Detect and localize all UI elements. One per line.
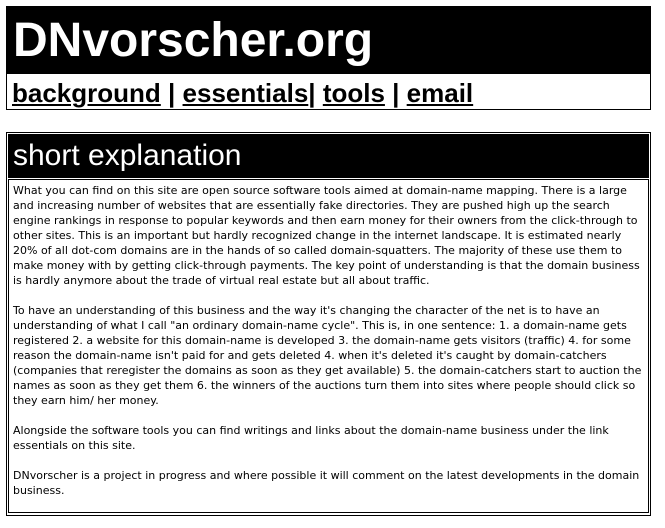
content-panel [6, 132, 651, 516]
nav-separator: | [168, 78, 176, 108]
paragraph: Alongside the software tools you can find writings and links about the domain-name business under the link essentials on this site. [13, 424, 609, 452]
nav-link-email[interactable]: email [406, 78, 474, 108]
nav-link-background[interactable]: background [12, 78, 161, 108]
nav-link-essentials[interactable]: essentials [182, 78, 309, 108]
nav-separator: | [392, 78, 400, 108]
section-title: short explanation [8, 134, 649, 178]
paragraph: What you can find on this site are open source software tools aimed at domain-name mapping. There is a large and increasing number of websites that are essentially fake directories. They are pushed high up the search engine rankings in response to popular keywords and then earn money for their owners from the click-through to other sites. This is an important but hardly recognized change in the internet landscape. It is estimated nearly 20% of all dot-com domains are in the hands of so called domain-squatters. The majority of these use them to make money with by getting click-through payments. The key point of understanding is that the domain business is hardly anymore about the trade of virtual real estate but all about traffic. [13, 184, 640, 287]
section-body [8, 179, 649, 513]
site-title: DNvorscher.org [7, 7, 650, 74]
site-header [6, 6, 651, 110]
nav-separator: | [308, 78, 316, 108]
paragraph: To have an understanding of this business and the way it's changing the character of the net is to have an understanding of what I call "an ordinary domain-name cycle". This is, in one sentence: 1. a domain-name gets registered 2. a website for this domain-name is developed 3. the domain-name gets visitors (traffic) 4. for some reason the domain-name isn't paid for and gets deleted 4. when it's deleted it's caught by domain-catchers (companies that reregister the domains as soon as they get available) 5. the domain-catchers start to auction the names as soon as they get them 6. the winners of the auctions turn them into sites where people should click so they earn him/ her money. [13, 304, 642, 407]
paragraph: DNvorscher is a project in progress and where possible it will comment on the latest developments in the domain business. [13, 469, 640, 497]
nav-link-tools[interactable]: tools [322, 78, 385, 108]
main-nav [12, 76, 473, 110]
